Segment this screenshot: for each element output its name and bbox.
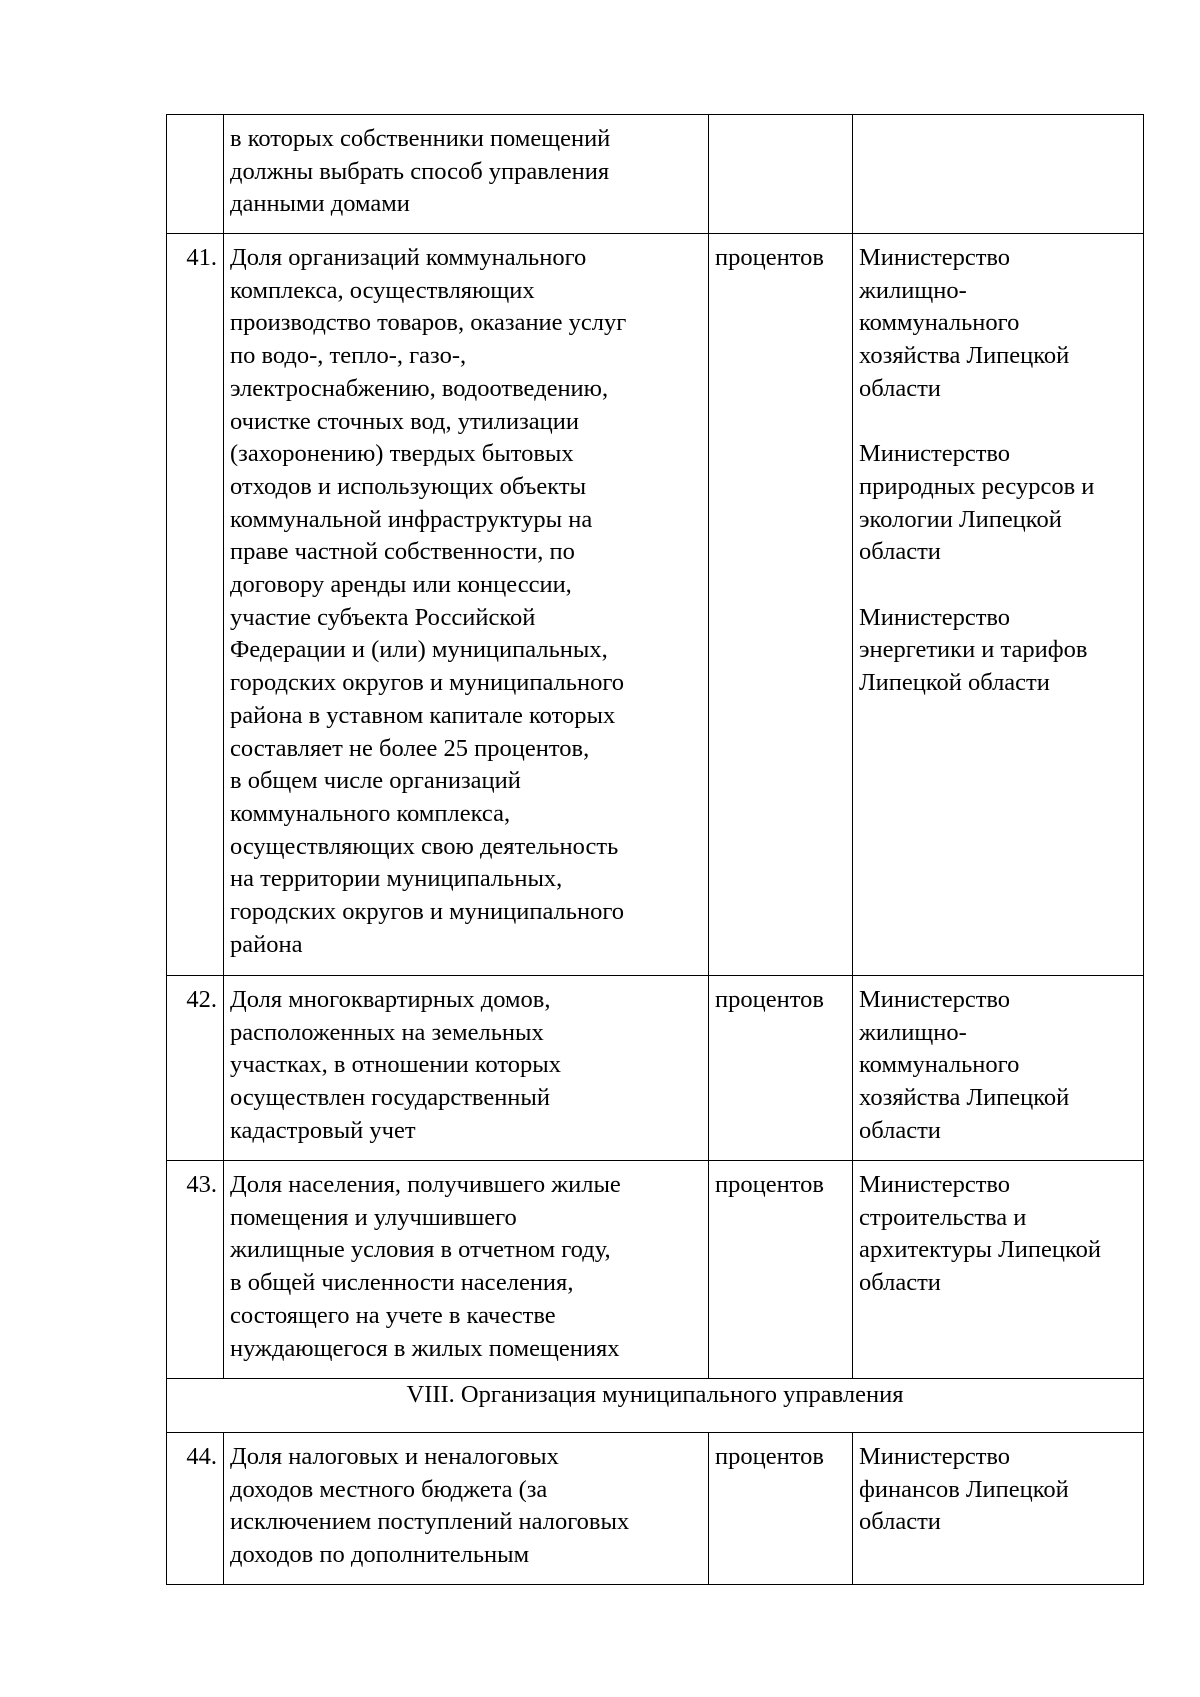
table-row [167,1161,1144,1379]
table-row [167,115,1144,234]
ministry-line: строительства и [859,1203,1027,1231]
ministry-line: энергетики и тарифов [859,636,1088,664]
text-line: городских округов и муниципального [230,898,625,926]
ministry-line: Министерство [859,244,1011,271]
row-number: 41. [167,234,224,976]
text-line: доходов местного бюджета (за [230,1475,548,1503]
ministry-line: природных ресурсов и [859,472,1095,500]
ministry-line: Министерство [859,1443,1011,1470]
text-line: Доля налоговых и неналоговых [230,1443,559,1470]
text-line: жилищные условия в отчетном году, [230,1236,611,1264]
text-line: производство товаров, оказание услуг [230,309,627,337]
paragraph-gap [859,569,1137,602]
text-line: в которых собственники помещений [230,125,611,152]
ministry-line: Министерство [859,603,1011,631]
text-line: договору аренды или концессии, [230,571,572,599]
unit-cell: процентов [709,976,853,1161]
text-line: на территории муниципальных, [230,865,563,893]
table-row [167,976,1144,1161]
text-line: по водо-, тепло-, газо-, [230,342,467,370]
unit-cell: процентов [709,1161,853,1379]
text-line: Федерации и (или) муниципальных, [230,636,608,664]
ministry-line: архитектуры Липецкой [859,1236,1101,1264]
responsible-cell [853,234,1144,976]
responsible-cell [853,976,1144,1161]
indicator-text [224,1433,709,1585]
indicator-text [224,115,709,234]
text-line: Доля организаций коммунального [230,244,587,271]
ministry-line: Министерство [859,440,1011,468]
ministry-line: экологии Липецкой [859,505,1062,533]
unit-cell [709,115,853,234]
ministry-line: хозяйства Липецкой [859,1084,1070,1112]
section-row [167,1379,1144,1433]
text-line: в общей численности населения, [230,1269,574,1297]
ministry-line: коммунального [859,1051,1020,1079]
text-line: района [230,930,303,958]
text-line: кадастровый учет [230,1116,416,1144]
responsible-cell [853,1433,1144,1585]
paragraph-gap [859,406,1137,439]
ministry-line: области [859,1116,941,1144]
text-line: Доля населения, получившего жилые [230,1171,621,1198]
text-line: составляет не более 25 процентов, [230,734,590,762]
ministry-line: области [859,1269,941,1297]
text-line: праве частной собственности, по [230,538,575,566]
text-line: участках, в отношении которых [230,1051,562,1079]
ministry-line: коммунального [859,309,1020,337]
indicator-text [224,1161,709,1379]
ministry-line: Министерство [859,986,1011,1013]
ministry-line: жилищно- [859,1018,967,1046]
ministry-line: области [859,1508,941,1536]
text-line: участие субъекта Российской [230,603,536,631]
ministry-line: жилищно- [859,276,967,304]
table-body [167,115,1144,1585]
text-line: отходов и использующих объекты [230,472,587,500]
text-line: должны выбрать способ управления [230,157,610,185]
indicator-text [224,234,709,976]
section-title: VIII. Организация муниципального управления [167,1379,1144,1433]
text-line: расположенных на земельных [230,1018,544,1046]
text-line: района в уставном капитале которых [230,701,616,729]
responsible-cell [853,1161,1144,1379]
text-line: состоящего на учете в качестве [230,1301,556,1329]
text-line: помещения и улучшившего [230,1203,517,1231]
responsible-cell [853,115,1144,234]
row-number: 44. [167,1433,224,1585]
ministry-line: Липецкой области [859,669,1050,697]
text-line: комплекса, осуществляющих [230,276,535,304]
text-line: городских округов и муниципального [230,669,625,697]
text-line: коммунальной инфраструктуры на [230,505,593,533]
ministry-line: области [859,538,941,566]
text-line: (захоронению) твердых бытовых [230,440,574,468]
row-number: 42. [167,976,224,1161]
text-line: Доля многоквартирных домов, [230,986,551,1013]
indicator-text [224,976,709,1161]
text-line: доходов по дополнительным [230,1541,530,1569]
text-line: нуждающегося в жилых помещениях [230,1334,620,1362]
ministry-line: финансов Липецкой [859,1475,1069,1503]
text-line: данными домами [230,190,410,218]
indicators-table [166,114,1144,1585]
row-number: 43. [167,1161,224,1379]
ministry-line: области [859,374,941,402]
text-line: очистке сточных вод, утилизации [230,407,580,435]
table-row [167,234,1144,976]
text-line: осуществлен государственный [230,1084,550,1112]
text-line: исключением поступлений налоговых [230,1508,630,1536]
ministry-line: Министерство [859,1171,1011,1198]
unit-cell: процентов [709,234,853,976]
text-line: электроснабжению, водоотведению, [230,374,609,402]
table-row [167,1433,1144,1585]
ministry-line: хозяйства Липецкой [859,342,1070,370]
text-line: осуществляющих свою деятельность [230,832,619,860]
unit-cell: процентов [709,1433,853,1585]
text-line: коммунального комплекса, [230,799,511,827]
row-number [167,115,224,234]
text-line: в общем числе организаций [230,767,521,795]
